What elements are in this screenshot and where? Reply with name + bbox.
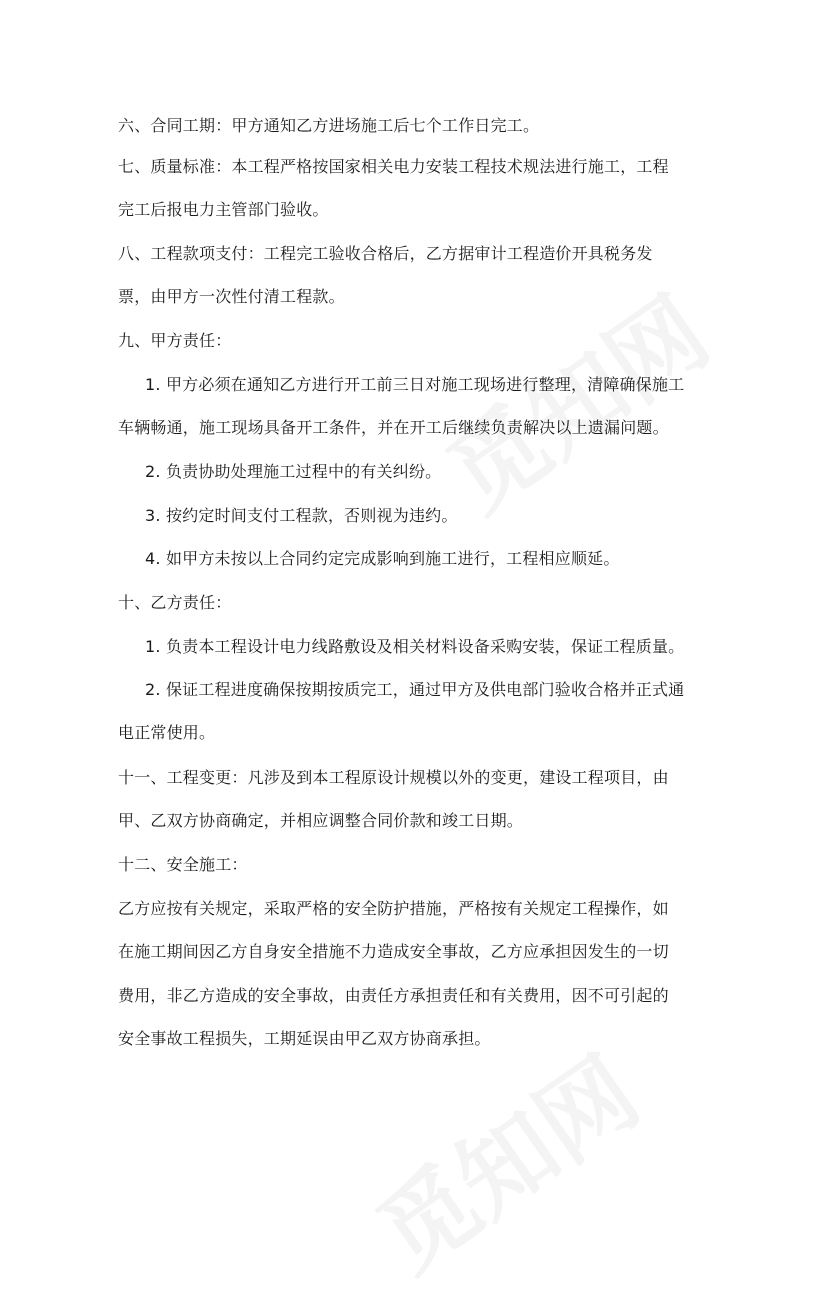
clause-7-quality-standard: 七、质量标准：本工程严格按国家相关电力安装工程技术规法进行施工，工程 [118, 157, 669, 176]
clause-12-safety-para-4: 安全事故工程损失，工期延误由甲乙双方协商承担。 [118, 1029, 491, 1048]
clause-10-party-b-heading: 十、乙方责任： [118, 593, 232, 612]
clause-12-safety-para-3: 费用，非乙方造成的安全事故，由责任方承担责任和有关费用，因不可引起的 [118, 986, 669, 1005]
watermark-bottom [347, 1020, 661, 1297]
clause-12-safety-heading: 十二、安全施工： [118, 855, 248, 874]
clause-9-item-3: 3. 按约定时间支付工程款，否则视为违约。 [145, 506, 458, 525]
clause-8-payment-cont: 票，由甲方一次性付清工程款。 [118, 287, 345, 306]
clause-7-quality-standard-cont: 完工后报电力主管部门验收。 [118, 200, 329, 219]
clause-10-item-1: 1. 负责本工程设计电力线路敷设及相关材料设备采购安装，保证工程质量。 [145, 637, 685, 656]
clause-10-item-2-cont: 电正常使用。 [118, 723, 216, 742]
watermark-top [417, 260, 731, 537]
clause-9-item-4: 4. 如甲方未按以上合同约定完成影响到施工进行，工程相应顺延。 [145, 549, 620, 568]
clause-12-safety-para-1: 乙方应按有关规定，采取严格的安全防护措施，严格按有关规定工程操作，如 [118, 899, 669, 918]
clause-12-safety-para-2: 在施工期间因乙方自身安全措施不力造成安全事故，乙方应承担因发生的一切 [118, 942, 669, 961]
clause-11-engineering-change-cont: 甲、乙双方协商确定，并相应调整合同价款和竣工日期。 [118, 811, 524, 830]
clause-10-item-2: 2. 保证工程进度确保按期按质完工，通过甲方及供电部门验收合格并正式通 [145, 680, 685, 699]
clause-8-payment: 八、工程款项支付：工程完工验收合格后，乙方据审计工程造价开具税务发 [118, 244, 653, 263]
clause-9-item-2: 2. 负责协助处理施工过程中的有关纠纷。 [145, 462, 442, 481]
clause-9-item-1-cont: 车辆畅通，施工现场具备开工条件，并在开工后继续负责解决以上遗漏问题。 [118, 418, 669, 437]
clause-6-construction-period: 六、合同工期：甲方通知乙方进场施工后七个工作日完工。 [118, 116, 540, 135]
clause-9-item-1: 1. 甲方必须在通知乙方进行开工前三日对施工现场进行整理，清障确保施工 [145, 375, 685, 394]
clause-11-engineering-change: 十一、工程变更：凡涉及到本工程原设计规模以外的变更，建设工程项目，由 [118, 768, 669, 787]
clause-9-party-a-heading: 九、甲方责任： [118, 331, 232, 350]
